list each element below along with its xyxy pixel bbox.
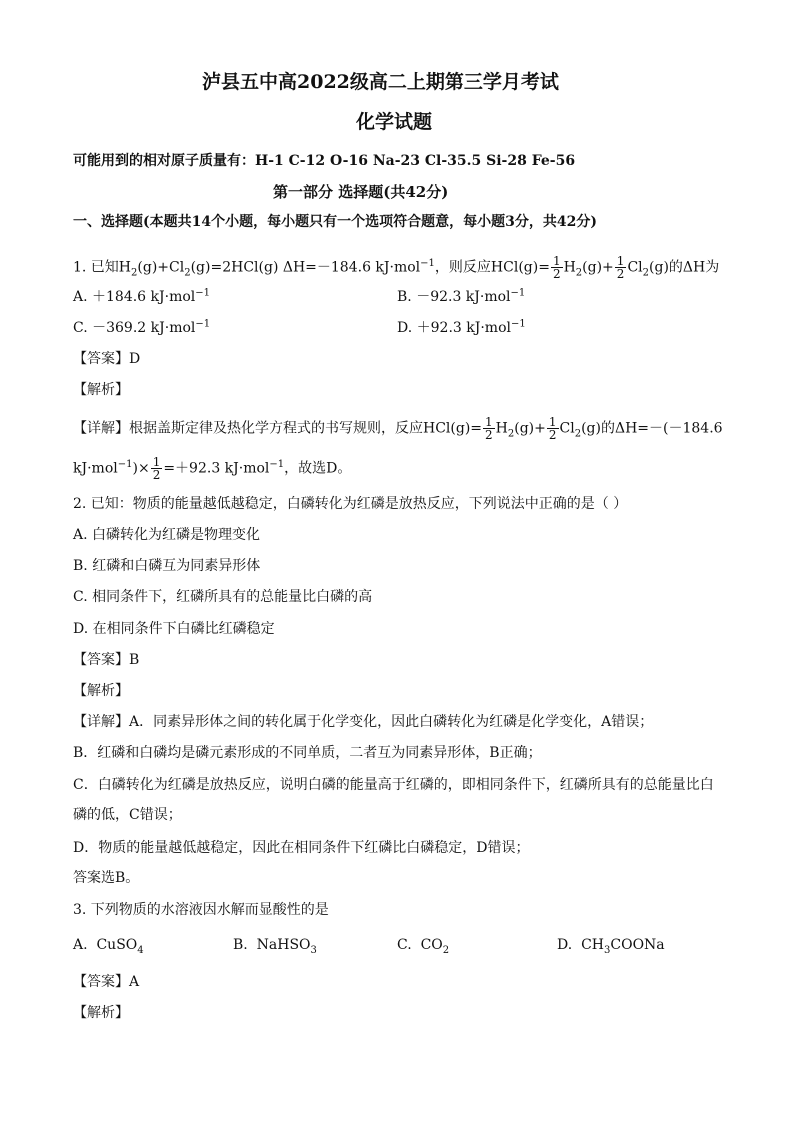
q2-detail-c-cont: 磷的低，C错误； xyxy=(73,807,182,823)
q3-answer: 【答案】A xyxy=(73,974,140,990)
q2-option-c: C. 相同条件下，红磷所具有的总能量比白磷的高 xyxy=(73,589,373,605)
q1-detail-line2: kJ·mol$^{-1}$)× $\frac{1}{2}$ =＋92.3 kJ·mol$^{-1}$，故选D。 xyxy=(73,455,352,482)
q1-answer: 【答案】D xyxy=(73,351,141,367)
fraction-half: $\frac{1}{2}$ xyxy=(548,415,557,442)
exam-title: 泸县五中高2022级高二上期第三学月考试 xyxy=(202,71,559,93)
fraction-half: $\frac{1}{2}$ xyxy=(152,455,161,482)
q2-option-a: A. 白磷转化为红磷是物理变化 xyxy=(73,527,261,543)
q1-option-b: B. －92.3 kJ·mol$^{-1}$ xyxy=(397,287,526,305)
q1-option-c: C. －369.2 kJ·mol$^{-1}$ xyxy=(73,318,211,336)
q1-analysis: 【解析】 xyxy=(73,382,129,398)
fraction-half: $\frac{1}{2}$ xyxy=(552,254,561,281)
atomic-masses: 可能用到的相对原子质量有：H-1 C-12 O-16 Na-23 Cl-35.5 Si-28 Fe-56 xyxy=(73,153,576,169)
q1-detail-line1: 【详解】根据盖斯定律及热化学方程式的书写规则，反应HCl(g)= $\frac{1}{2}$ $H_2(g)+$ $\frac{1}{2}$ $Cl_2(g)$的ΔH=－(－184.6 xyxy=(73,415,723,442)
subject-title: 化学试题 xyxy=(356,111,433,133)
q2-detail-b: B．红磷和白磷均是磷元素形成的不同单质，二者互为同素异形体，B正确； xyxy=(73,745,542,761)
q1-stem: 1. 已知$H_2(g)+Cl_2(g)=2HCl(g)$ ΔH=－184.6 kJ·mol$^{-1}$，则反应HCl(g)= $\frac{1}{2}$ $H_2(g)+$ $\frac{1}{2}$ $Cl_2(g)$的ΔH为 xyxy=(73,254,720,281)
q3-option-c: C. $CO_2$ xyxy=(397,937,450,956)
q3-option-b: B. NaHSO$_3$ xyxy=(233,937,317,956)
q2-analysis: 【解析】 xyxy=(73,683,129,699)
fraction-half: $\frac{1}{2}$ xyxy=(616,254,625,281)
q2-detail-a: 【详解】A．同素异形体之间的转化属于化学变化，因此白磷转化为红磷是化学变化，A错误； xyxy=(73,714,654,730)
q1-option-a: A. ＋184.6 kJ·mol$^{-1}$ xyxy=(73,287,211,305)
q2-stem: 2. 已知：物质的能量越低越稳定，白磷转化为红磷是放热反应，下列说法中正确的是（ ） xyxy=(73,496,628,512)
q3-option-a: A. CuSO$_4$ xyxy=(73,937,144,956)
q2-option-d: D. 在相同条件下白磷比红磷稳定 xyxy=(73,621,275,637)
q2-answer: 【答案】B xyxy=(73,652,140,668)
q2-option-b: B. 红磷和白磷互为同素异形体 xyxy=(73,558,261,574)
q3-stem: 3. 下列物质的水溶液因水解而显酸性的是 xyxy=(73,902,329,918)
q3-analysis: 【解析】 xyxy=(73,1005,129,1021)
part-title: 第一部分 选择题(共42分) xyxy=(273,183,449,201)
fraction-half: $\frac{1}{2}$ xyxy=(485,415,493,442)
section-title: 一、选择题(本题共14个小题，每小题只有一个选项符合题意，每小题3分，共42分) xyxy=(73,214,597,230)
q3-option-d: D. $CH_3COONa$ xyxy=(557,937,665,956)
q1-option-d: D. ＋92.3 kJ·mol$^{-1}$ xyxy=(397,318,526,336)
q2-detail-d: D．物质的能量越低越稳定，因此在相同条件下红磷比白磷稳定，D错误； xyxy=(73,840,530,856)
q2-detail-c: C．白磷转化为红磷是放热反应，说明白磷的能量高于红磷的，即相同条件下，红磷所具有的总能量比白 xyxy=(73,777,714,793)
q2-conclusion: 答案选B。 xyxy=(73,870,140,886)
